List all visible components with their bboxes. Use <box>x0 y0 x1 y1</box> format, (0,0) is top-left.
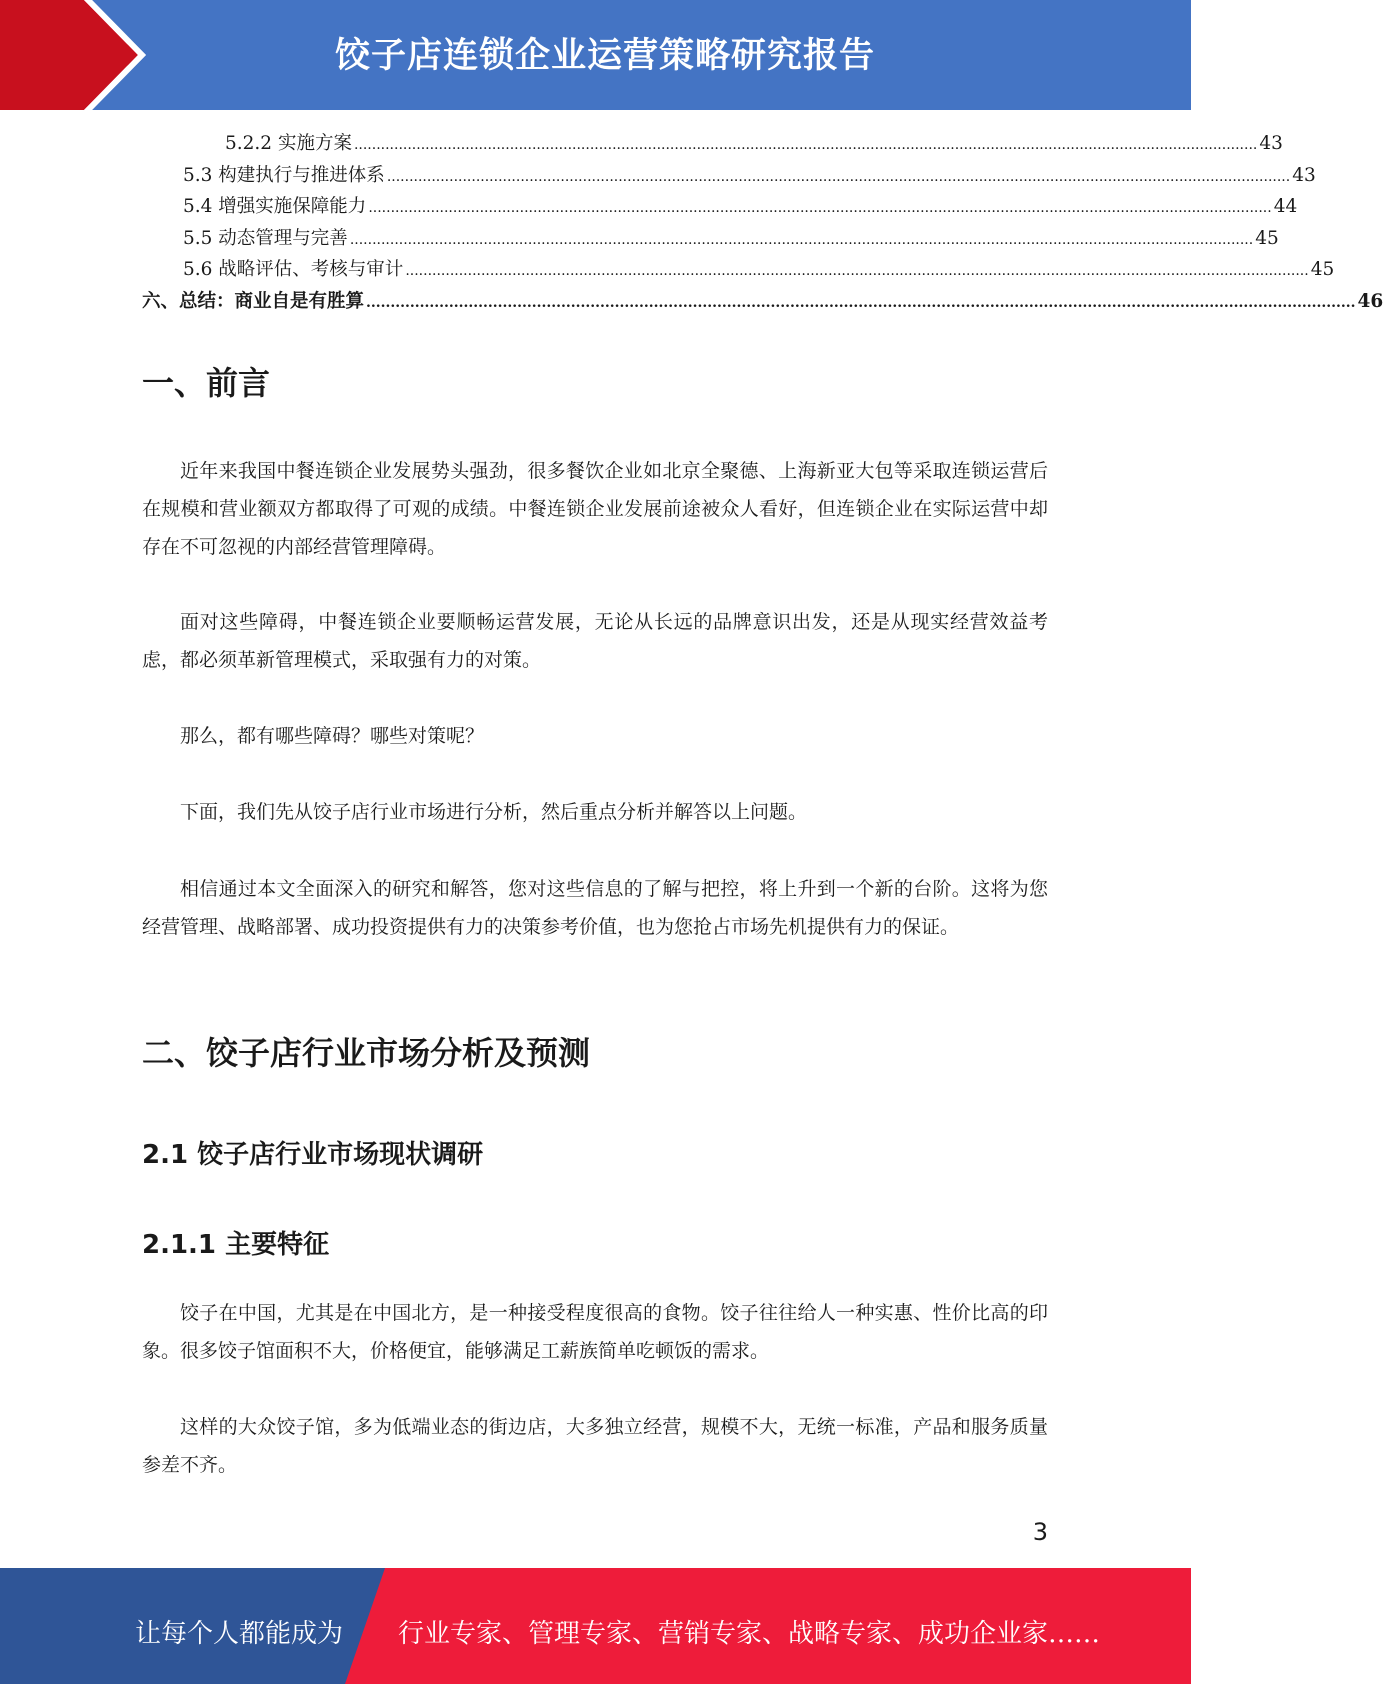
heading-main-features: 2.1.1 主要特征 <box>142 1230 330 1260</box>
heading-market-survey: 2.1 饺子店行业市场现状调研 <box>142 1140 484 1170</box>
toc-leader-dots: ........................................................................................................................................................................................................... <box>386 168 1291 185</box>
toc-entry-page: 45 <box>1255 227 1279 249</box>
toc-entry-label: 5.2.2 实施方案 <box>225 133 352 154</box>
toc-entry[interactable] <box>142 191 1298 223</box>
toc-entry-label: 5.3 构建执行与推进体系 <box>183 164 385 186</box>
paragraph: 饺子在中国，尤其是在中国北方，是一种接受程度很高的食物。饺子往往给人一种实惠、性价比高的印象。很多饺子馆面积不大，价格便宜，能够满足工薪族简单吃顿饭的需求。 <box>142 1302 1048 1362</box>
toc-entry-label: 5.6 战略评估、考核与审计 <box>183 259 404 280</box>
toc-entry[interactable] <box>142 128 1283 160</box>
paragraph: 那么，都有哪些障碍？哪些对策呢？ <box>180 725 485 747</box>
toc-entry[interactable] <box>142 160 1316 192</box>
paragraph: 这样的大众饺子馆，多为低端业态的街边店，大多独立经营，规模不大，无统一标准，产品和服务质量参差不齐。 <box>142 1416 1048 1476</box>
toc-entry-label: 六、总结：商业自是有胜算 <box>142 290 365 312</box>
toc-entry[interactable] <box>142 223 1279 255</box>
paragraph: 下面，我们先从饺子店行业市场进行分析，然后重点分析并解答以上问题。 <box>180 801 808 823</box>
page-number: 3 <box>1032 1518 1048 1546</box>
heading-preface: 一、前言 <box>142 364 271 402</box>
footer-slogan-right: 行业专家、管理专家、营销专家、战略专家、成功企业家…… <box>398 1619 1101 1649</box>
paragraph: 近年来我国中餐连锁企业发展势头强劲，很多餐饮企业如北京全聚德、上海新亚大包等采取连锁运营后在规模和营业额双方都取得了可观的成绩。中餐连锁企业发展前途被众人看好，但连锁企业在实际运营中却存在不可忽视的内部经营管理障碍。 <box>142 460 1048 558</box>
toc-entry[interactable] <box>142 254 1335 286</box>
toc-entry-page: 44 <box>1273 196 1298 217</box>
toc-leader-dots: ........................................................................................................................................................................................................... <box>353 137 1258 153</box>
toc-entry[interactable] <box>142 286 1383 318</box>
heading-market-analysis: 二、饺子店行业市场分析及预测 <box>142 1034 591 1072</box>
toc-entry-page: 46 <box>1357 290 1383 312</box>
toc-leader-dots: ........................................................................................................................................................................................................... <box>349 231 1254 248</box>
toc-entry-label: 5.5 动态管理与完善 <box>183 227 348 249</box>
report-title: 饺子店连锁企业运营策略研究报告 <box>334 36 875 76</box>
toc-entry-page: 45 <box>1310 259 1335 280</box>
toc-leader-dots: ........................................................................................................................................................................................................... <box>405 263 1309 279</box>
table-of-contents <box>142 128 1383 317</box>
paragraph: 面对这些障碍，中餐连锁企业要顺畅运营发展，无论从长远的品牌意识出发，还是从现实经营效益考虑，都必须革新管理模式，采取强有力的对策。 <box>142 611 1048 671</box>
toc-leader-dots: ........................................................................................................................................................................................................... <box>368 200 1272 216</box>
header-red-chevron <box>0 0 160 110</box>
toc-entry-page: 43 <box>1292 164 1316 186</box>
toc-leader-dots: ........................................................................................................................................................................................................... <box>366 294 1356 311</box>
paragraph: 相信通过本文全面深入的研究和解答，您对这些信息的了解与把控，将上升到一个新的台阶。这将为您经营管理、战略部署、成功投资提供有力的决策参考价值，也为您抢占市场先机提供有力的保证。 <box>142 878 1048 938</box>
toc-entry-label: 5.4 增强实施保障能力 <box>183 196 367 217</box>
footer-slogan-left: 让每个人都能成为 <box>135 1619 344 1649</box>
toc-entry-page: 43 <box>1259 133 1283 154</box>
